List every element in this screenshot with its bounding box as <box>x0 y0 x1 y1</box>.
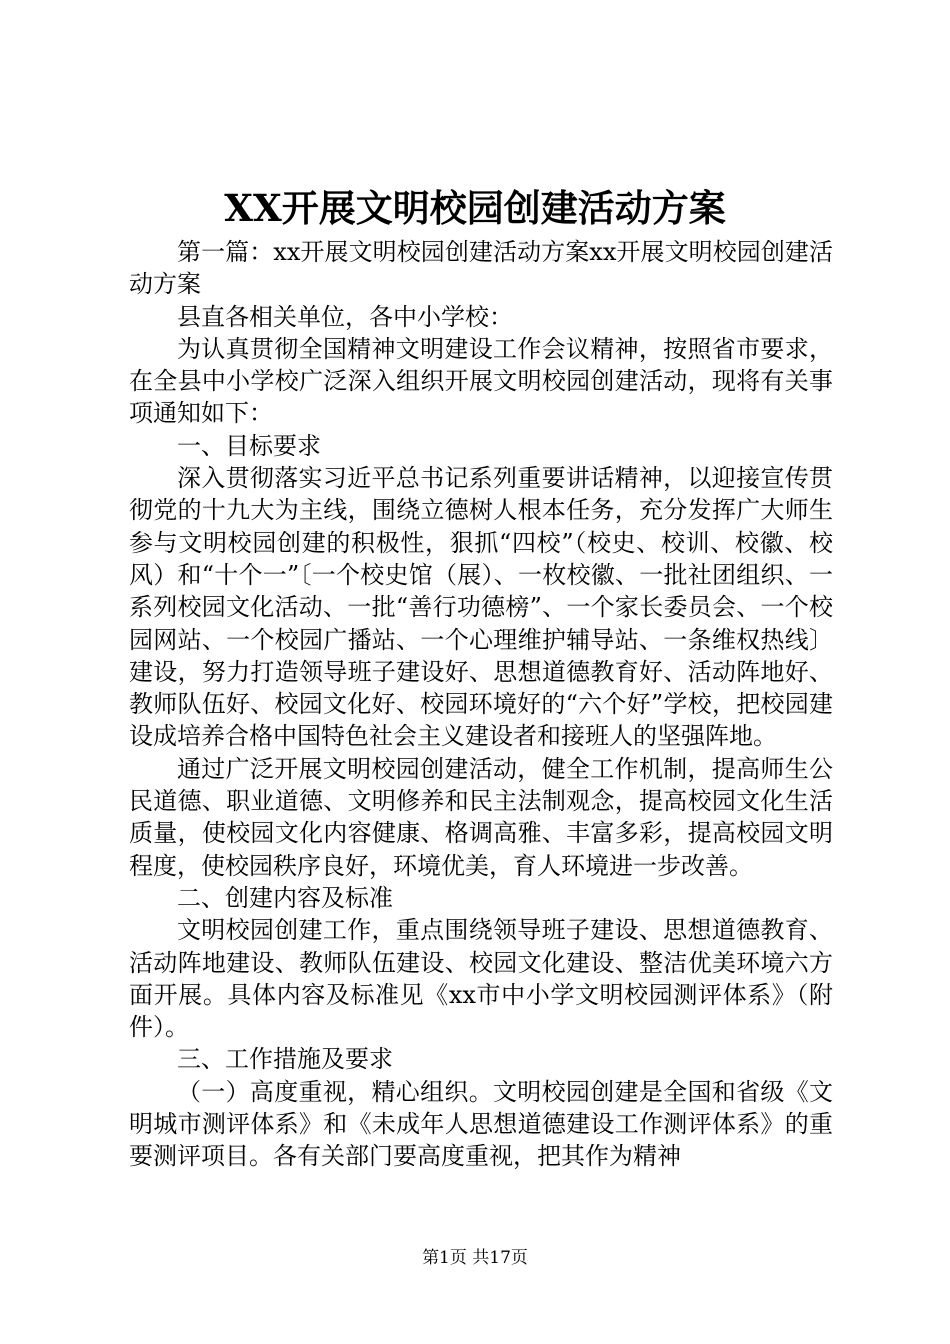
paragraph-measures: （一）高度重视，精心组织。文明校园创建是全国和省级《文明城市测评体系》和《未成年人思想道德建设工作测评体系》的重要测评项目。各有关部门要高度重视，把其作为精神 <box>129 1077 833 1171</box>
paragraph-goals-2: 通过广泛开展文明校园创建活动，健全工作机制，提高师生公民道德、职业道德、文明修养和民主法制观念，提高校园文化生活质量，使校园文化内容健康、格调高雅、丰富多彩，提高校园文明程度，使校园秩序良好，环境优美，育人环境进一步改善。 <box>129 754 833 880</box>
paragraph-content: 文明校园创建工作，重点围绕领导班子建设、思想道德教育、活动阵地建设、教师队伍建设、校园文化建设、整洁优美环境六方面开展。具体内容及标准见《xx市中小学文明校园测评体系》（附件）。 <box>129 916 833 1042</box>
document-title: XX开展文明校园创建活动方案 <box>224 186 726 230</box>
section-heading-goals: 一、目标要求 <box>177 431 321 460</box>
page-footer: 第1页 共17页 <box>422 1248 528 1268</box>
section-heading-content: 二、创建内容及标准 <box>177 883 393 912</box>
paragraph-goals: 深入贯彻落实习近平总书记系列重要讲话精神，以迎接宣传贯彻党的十九大为主线，围绕立德树人根本任务，充分发挥广大师生参与文明校园创建的积极性，狠抓“四校”（校史、校训、校徽、校风）和“十个一”〔一个校史馆（展）、一枚校徽、一批社团组织、一系列校园文化活动、一批“善行功德榜”、一个家长委员会、一个校园网站、一个校园广播站、一个心理维护辅导站、一条维权热线〕建设，努力打造领导班子建设好、思想道德教育好、活动阵地好、教师队伍好、校园文化好、校园环境好的“六个好”学校，把校园建设成培养合格中国特色社会主义建设者和接班人的坚强阵地。 <box>129 464 833 751</box>
paragraph-heading-first: 第一篇：xx开展文明校园创建活动方案xx开展文明校园创建活动方案 <box>129 238 833 299</box>
paragraph-salutation: 县直各相关单位，各中小学校： <box>177 302 513 331</box>
paragraph-intro: 为认真贯彻全国精神文明建设工作会议精神，按照省市要求，在全县中小学校广泛深入组织开展文明校园创建活动，现将有关事项通知如下： <box>129 334 833 428</box>
section-heading-measures: 三、工作措施及要求 <box>177 1045 393 1074</box>
document-body <box>129 236 833 1173</box>
